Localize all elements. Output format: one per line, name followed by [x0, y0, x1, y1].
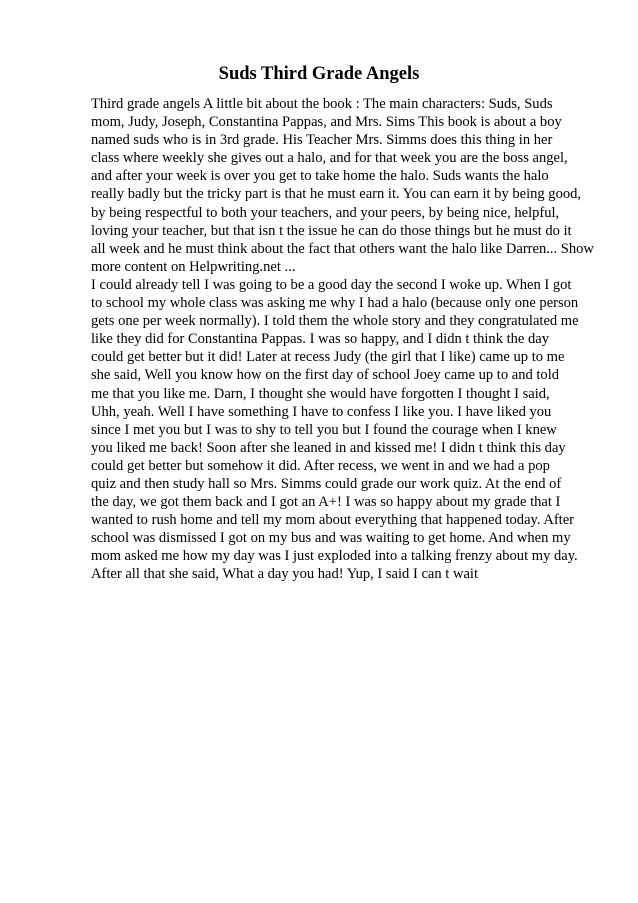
- body-line: the day, we got them back and I got an A+! I was so happy about my grade that I: [91, 494, 561, 511]
- body-line: gets one per week normally). I told them the whole story and they congratulated me: [91, 313, 579, 330]
- body-line: could get better but it did! Later at recess Judy (the girl that I like) came up to me: [91, 349, 565, 366]
- body-line: After all that she said, What a day you had! Yup, I said I can t wait: [91, 566, 478, 583]
- body-line: loving your teacher, but that isn t the issue he can do those things but he must do it: [91, 222, 572, 239]
- body-line: all week and he must think about the fact that others want the halo like Darren... Show: [91, 240, 594, 257]
- body-line: named suds who is in 3rd grade. His Teacher Mrs. Simms does this thing in her: [91, 132, 553, 149]
- body-line: mom asked me how my day was I just exploded into a talking frenzy about my day.: [91, 548, 578, 565]
- body-line: could get better but somehow it did. After recess, we went in and we had a pop: [91, 457, 550, 474]
- body-line: and after your week is over you get to take home the halo. Suds wants the halo: [91, 168, 549, 185]
- body-line: by being respectful to both your teachers, and your peers, by being nice, helpful,: [91, 204, 560, 221]
- body-line: class where weekly she gives out a halo, and for that week you are the boss angel,: [91, 150, 568, 167]
- body-line: since I met you but I was to shy to tell you but I found the courage when I knew: [91, 421, 557, 438]
- body-line: quiz and then study hall so Mrs. Simms could grade our work quiz. At the end of: [91, 475, 562, 492]
- body-line: me that you like me. Darn, I thought she would have forgotten I thought I said,: [91, 385, 550, 402]
- body-line: wanted to rush home and tell my mom about everything that happened today. After: [91, 512, 575, 529]
- body-line: I could already tell I was going to be a good day the second I woke up. When I got: [91, 276, 572, 293]
- body-line: like they did for Constantina Pappas. I was so happy, and I didn t think the day: [91, 331, 550, 348]
- body-line: Uhh, yeah. Well I have something I have to confess I like you. I have liked you: [91, 403, 552, 420]
- body-line: school was dismissed I got on my bus and was waiting to get home. And when my: [91, 530, 571, 547]
- document-body: [91, 95, 594, 584]
- body-line: mom, Judy, Joseph, Constantina Pappas, and Mrs. Sims This book is about a boy: [91, 114, 562, 131]
- body-line: to school my whole class was asking me why I had a halo (because only one person: [91, 295, 579, 312]
- body-line: she said, Well you know how on the first day of school Joey came up to and told: [91, 367, 560, 384]
- body-line: Third grade angels A little bit about the book : The main characters: Suds, Suds: [91, 96, 553, 112]
- document-title: Suds Third Grade Angels: [218, 64, 420, 84]
- body-line: you liked me back! Soon after she leaned in and kissed me! I didn t think this day: [91, 439, 566, 456]
- body-line: really badly but the tricky part is that he must earn it. You can earn it by being good,: [91, 186, 582, 203]
- body-line: more content on Helpwriting.net ...: [91, 258, 296, 275]
